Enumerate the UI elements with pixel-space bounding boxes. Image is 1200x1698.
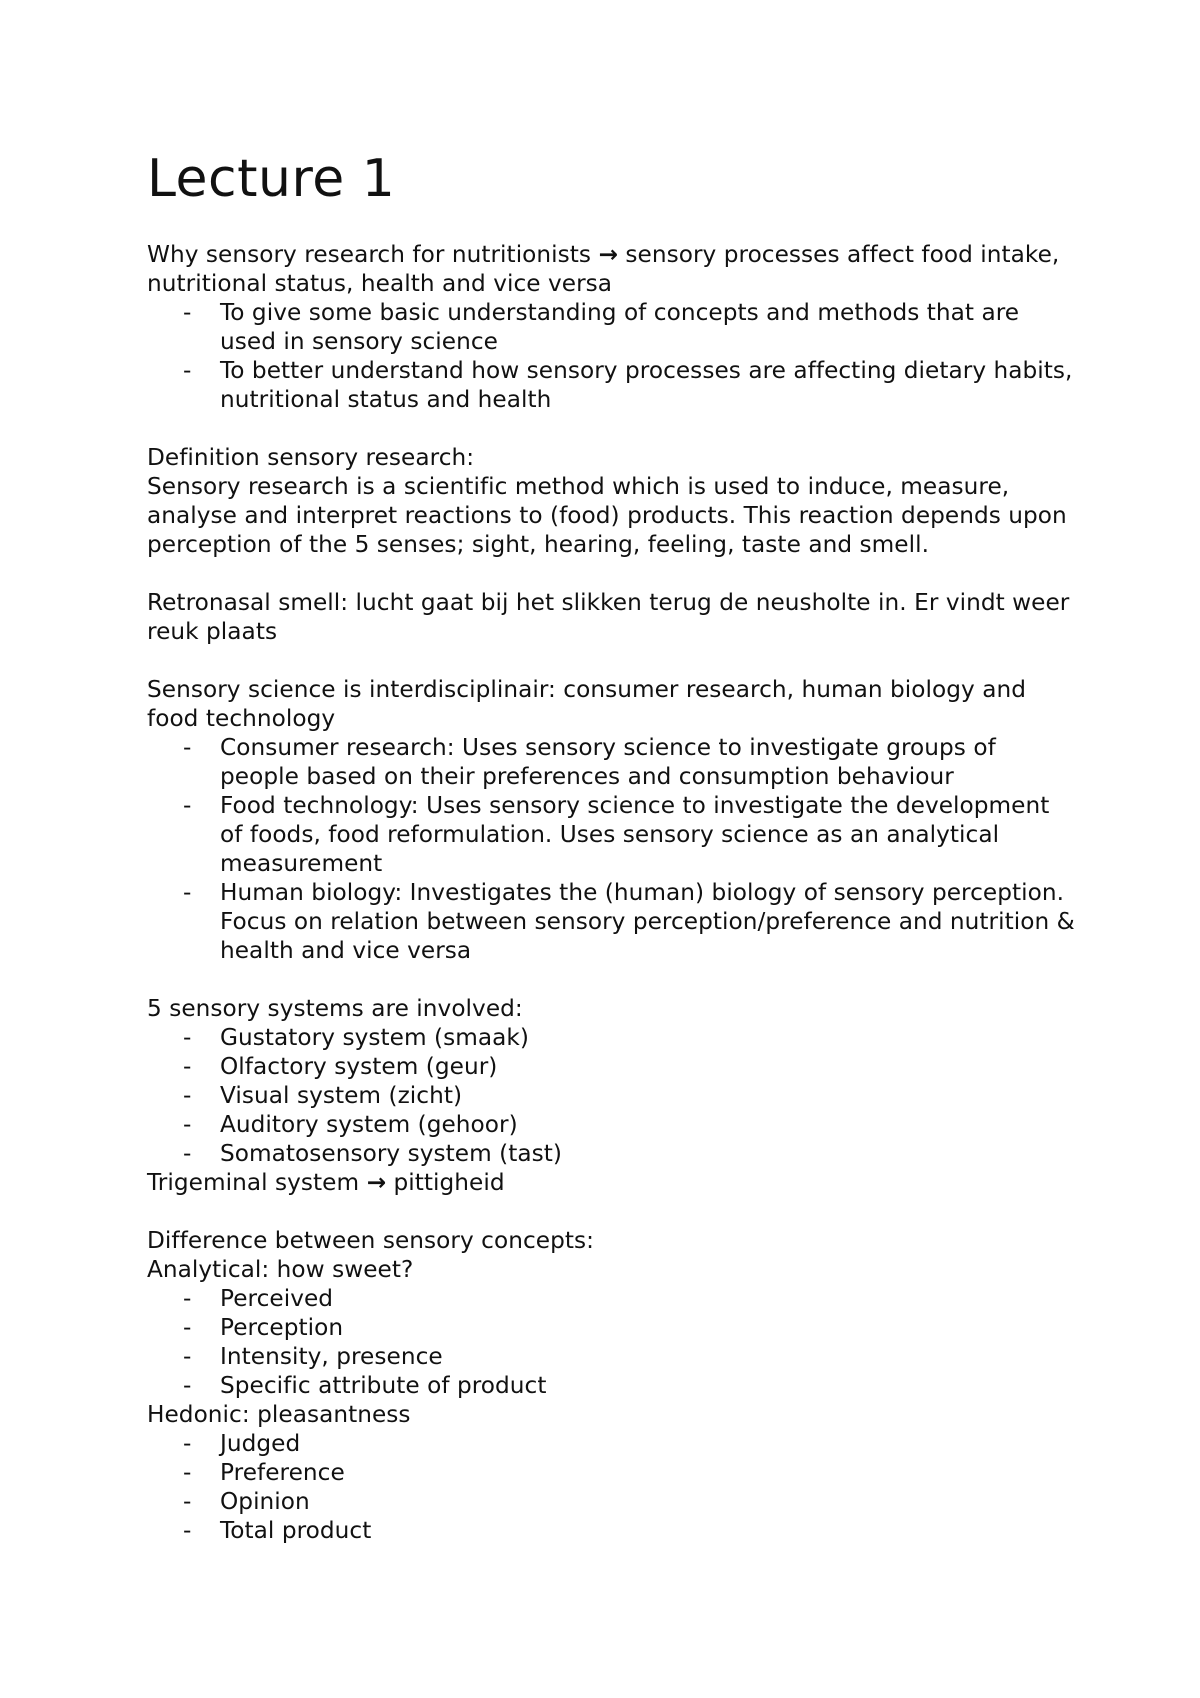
definition-heading: Definition sensory research: (147, 444, 475, 471)
hedonic-heading: Hedonic: pleasantness (147, 1401, 411, 1428)
analytical-heading: Analytical: how sweet? (147, 1256, 414, 1283)
trigeminal-lead: Trigeminal system (147, 1169, 360, 1196)
list-item: - Olfactory system (geur) (220, 1052, 1077, 1081)
list-item: - To give some basic understanding of concepts and methods that are used in sensory science (220, 298, 1077, 356)
list-item: - Auditory system (gehoor) (220, 1110, 1077, 1139)
interdisciplinary-heading: Sensory science is interdisciplinair: consumer research, human biology and food technology (147, 676, 1026, 732)
analytical-list (147, 1284, 1077, 1400)
list-item: - To better understand how sensory processes are affecting dietary habits, nutritional status and health (220, 356, 1077, 414)
list-item: - Somatosensory system (tast) (220, 1139, 1077, 1168)
list-item: - Perception (220, 1313, 1077, 1342)
list-item: - Preference (220, 1458, 1077, 1487)
trigeminal-rest: pittigheid (393, 1169, 505, 1196)
list-item: - Food technology: Uses sensory science to investigate the development of foods, food reformulation. Uses sensory science as an analytical measurement (220, 791, 1077, 878)
hedonic-list (147, 1429, 1077, 1545)
list-item: - Total product (220, 1516, 1077, 1545)
interdisciplinary-list (147, 733, 1077, 965)
definition-text: Sensory research is a scientific method which is used to induce, measure, analyse and interpret reactions to (food) products. This reaction depends upon perception of the 5 senses; sight, hearing, feeling, taste and smell. (147, 473, 1067, 558)
page-title: Lecture 1 (147, 149, 396, 209)
list-item: - Specific attribute of product (220, 1371, 1077, 1400)
intro-paragraph (147, 240, 1077, 298)
trigeminal-line (147, 1168, 1077, 1197)
list-item: - Gustatory system (smaak) (220, 1023, 1077, 1052)
intro-rest: sensory processes affect food intake, nutritional status, health and vice versa (147, 241, 1060, 297)
intro-lead: Why sensory research for nutritionists (147, 241, 592, 268)
list-item: - Opinion (220, 1487, 1077, 1516)
systems-heading: 5 sensory systems are involved: (147, 995, 523, 1022)
list-item: - Visual system (zicht) (220, 1081, 1077, 1110)
list-item: - Perceived (220, 1284, 1077, 1313)
systems-list (147, 1023, 1077, 1168)
intro-list (147, 298, 1077, 414)
arrow-right-icon: → (366, 1169, 387, 1196)
list-item: - Judged (220, 1429, 1077, 1458)
list-item: - Human biology: Investigates the (human) biology of sensory perception. Focus on relation between sensory perception/preference and nutrition & health and vice versa (220, 878, 1077, 965)
list-item: - Consumer research: Uses sensory science to investigate groups of people based on their preferences and consumption behaviour (220, 733, 1077, 791)
retronasal-paragraph: Retronasal smell: lucht gaat bij het slikken terug de neusholte in. Er vindt weer reuk plaats (147, 589, 1070, 645)
list-item: - Intensity, presence (220, 1342, 1077, 1371)
arrow-right-icon: → (598, 241, 618, 268)
concepts-heading: Difference between sensory concepts: (147, 1227, 594, 1254)
document-body (147, 240, 1077, 1545)
